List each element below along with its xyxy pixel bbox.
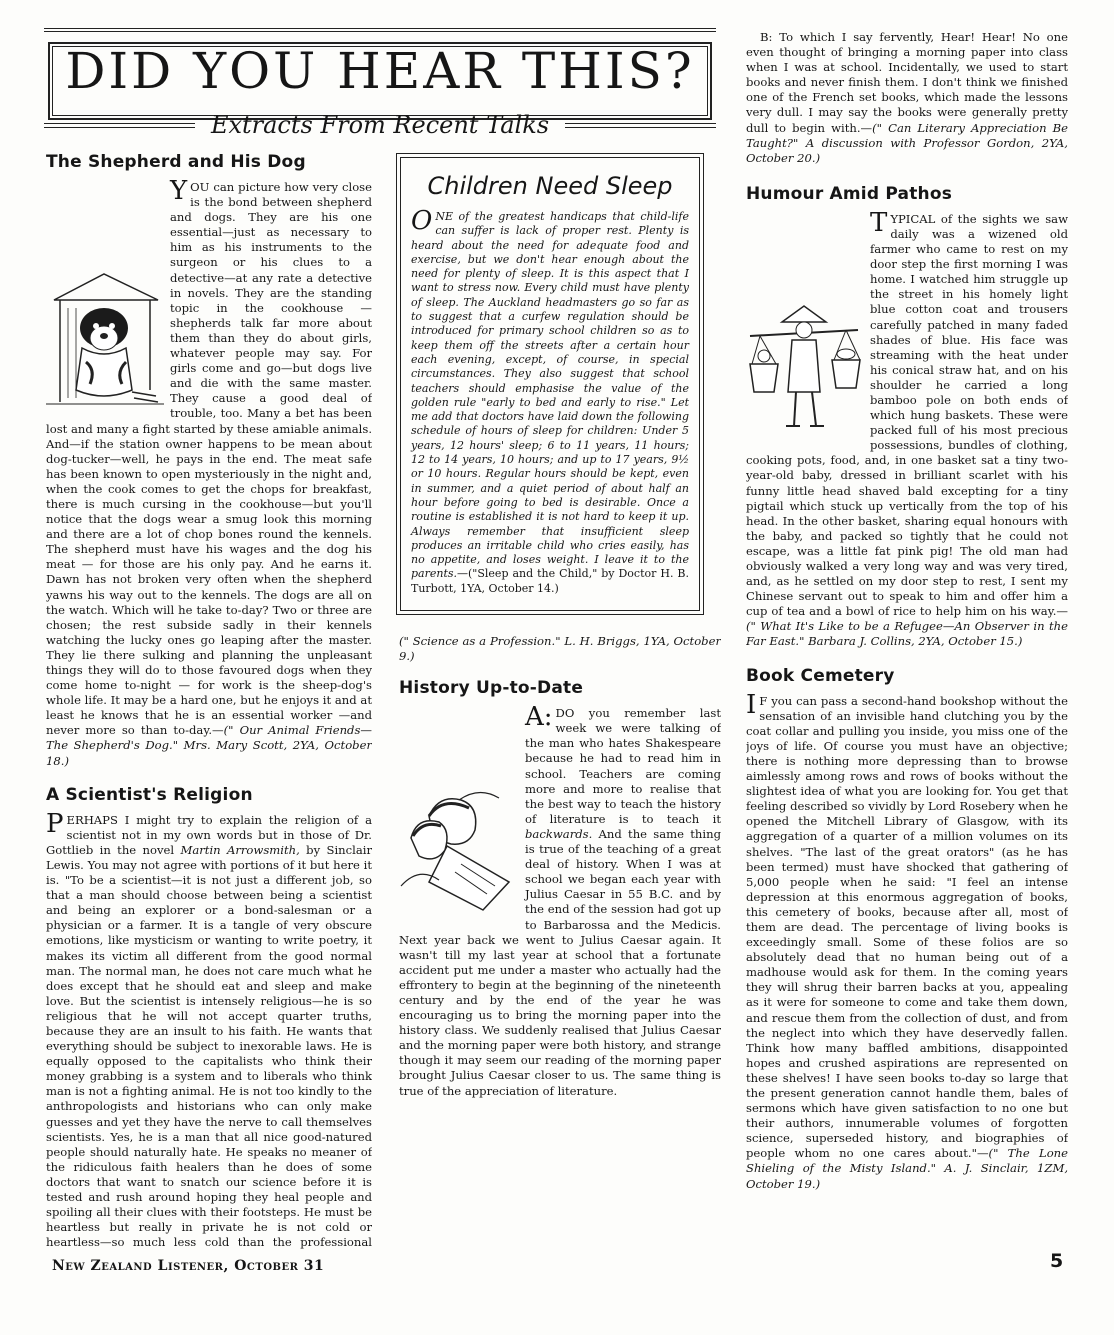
subtitle-row	[44, 110, 716, 140]
dog-illustration	[46, 270, 164, 414]
scientist-heading: A Scientist's Religion	[46, 784, 253, 805]
subtitle-left-rule	[44, 123, 195, 128]
article-cemetery	[746, 666, 1068, 1192]
humour-text: TYPICAL of the sights we saw daily was a wizened old farmer who came to rest on my door step the first morning I was home. I watched him struggle up the street in his homely light blue cotton coat and trousers carefully patched in many faded shades of blue. His face was streaming with the heat under his conical straw hat, and on his shoulder he carried a long bamboo pole on both ends of which hung baskets. These were packed full of his most precious possessions, bundles of clothing, cooking pots, food, and, in one basket sat a tiny two-year-old baby, dressed in brilliant scarlet with his funny little head shaved bald excepting for a tiny pigtail which stuck up vertically from the top of his head. In the other basket, sharing equal honours with the baby, and packed so tightly that he could not escape, was a little fat pink pig! The old man had obviously walked a very long way and was very tired, and, as he settled on my door step to rest, I sent my Chinese servant out to speak to him and offer him a cup of tea and a bowl of rice to help him on his way.—	[746, 207, 1068, 619]
humour-illustration	[746, 300, 862, 444]
history-text: A:DO you remember last week we were talking of the man who hates Shakespeare because he had to read him in school. Teachers are coming more and more to realise that the best way to teach the history of literature is to teach it	[525, 702, 721, 826]
cemetery-body	[746, 689, 1068, 1192]
sleep-body	[411, 206, 689, 596]
sleep-box-inner	[400, 157, 700, 611]
sleep-heading: Children Need Sleep	[427, 172, 673, 200]
column-1	[46, 152, 372, 1250]
scientist-book-title: Martin Arrowsmith,	[180, 842, 300, 857]
shepherd-body	[46, 176, 372, 769]
shepherd-citation: (" Our Animal Friends—The Shepherd's Dog." Mrs. Mary Scott, 2YA, October 18.)	[46, 723, 372, 768]
column-2	[399, 634, 721, 1250]
scientist-text: PERHAPS I might try to explain the religion of a scientist not in my own words but in those of Dr. Gottlieb in the novel	[46, 808, 372, 857]
history-emphasis: backwards.	[525, 826, 593, 841]
humour-citation: (" What It's Like to be a Refugee—An Observer in the Far East." Barbara J. Collins, 2YA, October 15.)	[746, 619, 1068, 649]
masthead	[44, 28, 716, 142]
article-humour	[746, 184, 1068, 650]
page-title: DID YOU HEAR THIS?	[65, 42, 695, 100]
shepherd-heading: The Shepherd and His Dog	[46, 152, 306, 172]
page-number: 5	[1050, 1250, 1064, 1272]
page-subtitle: Extracts From Recent Talks	[210, 111, 550, 139]
history-citation: (" Can Literary Appreciation Be Taught?" A discussion with Professor Gordon, 2YA, October 20.)	[746, 120, 1068, 165]
publication-footer: New Zealand Listener, October 31	[52, 1258, 325, 1274]
scientist-citation: (" Science as a Profession." L. H. Briggs, 1YA, October 9.)	[399, 634, 721, 664]
article-history	[399, 678, 721, 1098]
history-part-b	[746, 30, 1068, 166]
kennel-dog-icon	[46, 270, 164, 410]
humour-heading: Humour Amid Pathos	[746, 183, 953, 204]
sleep-text: ONE of the greatest handicaps that child-life can suffer is lack of proper rest. Plenty is heard about the need for adequate food and exercise, but we don't hear enough about the need for plenty of sleep. It is this aspect that I want to stress now. Every child must have plenty of sleep. The Auckland headmasters go so far as to suggest that a curfew regulation should be introduced for primary school children so as to keep them off the streets after a certain hour each evening, except, of course, in special circumstances. They also suggest that school teachers should emphasise the value of the golden rule "early to bed and early to rise." Let me add that doctors have laid down the following schedule of hours of sleep for children: Under 5 years, 12 hours' sleep; 6 to 11 years, 11 hours; 12 to 14 years, 10 hours; and up to 17 years, 9½ or 10 hours. Regular hours should be kept, even in summer, and a quiet period of about half an hour before going to bed is desirable. Once a routine is established it is not hard to keep it up. Always remember that insufficient sleep produces an irritable child who cries easily, has no appetite, and loses weight. I leave it to the parents.—	[411, 206, 689, 581]
scientist-body	[46, 808, 372, 1250]
article-sleep-box	[396, 153, 704, 615]
masthead-top-rule	[44, 28, 716, 32]
column-3	[746, 30, 1068, 1220]
sleep-citation: ("Sleep and the Child," by Doctor H. B. Turbott, 1YA, October 14.)	[411, 567, 689, 595]
farmer-carrying-baskets-icon	[746, 300, 862, 440]
article-scientist	[46, 785, 372, 1250]
students-reading-icon	[399, 786, 517, 914]
history-text-continued: And the same thing is true of the teaching of a great deal of history. When I was at school we began each year with Julius Caesar in 55 B.C. and by the end of the session had got up to Barbarossa and the Medicis. Next year back we went to Julius Caesar again. It wasn't till my last year at school that a fortunate accident put me under a master who actually had the effrontery to begin at the beginning of the nineteenth century and by the end of the year he was encouraging us to bring the morning paper into the history class. We suddenly realised that Julius Caesar and the morning paper were both history, and strange though it may seem our reading of the morning paper brought Julius Caesar closer to us. The same thing is true of the appreciation of literature.	[399, 826, 721, 1098]
cemetery-heading: Book Cemetery	[746, 665, 895, 686]
shepherd-text: YOU can picture how very close is the bond between shepherd and dogs. They are his one essential—just as necessary to him as his instruments to the surgeon or his clues to a detective—at any rate a detective in novels. They are the standing topic in the cookhouse — shepherds talk far more about them than they do about girls, whatever people may say. For girls come and go—but dogs live and die with the same master. They cause a good deal of trouble, too. Many a bet has been lost and many a fight started by these amiable animals. And—if the station owner happens to be mean about dog-tucker—well, he pays in the end. The meat safe has been known to open mysteriously in the night and, when the cook comes to get the chops for breakfast, there is much cursing in the cookhouse—but you'll notice that the dogs wear a smug look this morning and there are a lot of chop bones round the kennels. The shepherd must have his wages and the dog his meat — for those are his only pay. And he earns it. Dawn has not broken very often when the shepherd yawns his way out to the kennels. The dogs are all on the watch. Which will he take to-day? Two or three are chosen; the rest subside sadly in their kennels watching the lucky ones go leaping after the master. They lie there sulking and planning the unpleasant things they will do to those favoured dogs when they come home to-night — for work is the sheep-dog's whole life. It may be a hard one, but he enjoys it and at least he knows that he is an essential worker —and never more so than to-day.—	[46, 176, 372, 738]
history-speaker-b-text: B: To which I say fervently, Hear! Hear! No one even thought of bringing a morning paper into class when I was at school. Incidentally, we used to start books and never finish them. I don't think we finished one of the French set books, which made the lessons very dull. I may say the books were generally pretty dull to begin with.—	[746, 30, 1068, 135]
history-heading: History Up-to-Date	[399, 678, 584, 699]
cemetery-text: IF you can pass a second-hand bookshop without the sensation of an invisible hand clutching you by the coat collar and pulling you inside, you miss one of the joys of life. Of course you must have an objective; there is nothing more depressing than to browse aimlessly among rows and rows of books without the slightest idea of what you are looking for. You get that feeling described so vividly by Lord Rosebery when he opened the Mitchell Library of Glasgow, with its aggregation of a quarter of a million volumes on its shelves. "The last of the great orators" (as he has been termed) must have shocked that gathering of 5,000 people when he said: "I feel an intense depression at this enormous aggregation of books, this cemetery of books, because after all, most of them are dead. The percentage of living books is exceedingly small. Some of these folios are so absolutely dead that no human being out of a madhouse would ask for them. In the coming years they will shrug their barren backs at you, appealing as it were for someone to come and take them down, and rescue them from the collection of dust, and from the neglect into which they have deservedly fallen. Think how many baffled ambitions, disappointed hopes and crushed aspirations are represented on these shelves! I have seen books to-day so large that the present generation cannot handle them, bales of sermons which have given satisfaction to no one but their authors, innumerable volumes of forgotten science, superseded history, and biographies of people whom no one cares about."—	[746, 689, 1068, 1161]
history-illustration	[399, 786, 517, 918]
scientist-citation-block	[399, 634, 721, 664]
cemetery-citation: (" The Lone Shieling of the Misty Island." A. J. Sinclair, 1ZM, October 19.)	[746, 1146, 1068, 1191]
scientist-text-continued: by Sinclair Lewis. You may not agree with portions of it but here it is. "To be a scientist—it is not just a different job, so that a man should choose between being a scientist and being an explorer or a bond-salesman or a physician or a farmer. It is a tangle of very obscure emotions, like mysticism or wanting to write poetry, it makes its victim all different from the good normal man. The normal man, he does not care much what he does except that he should eat and sleep and make love. But the scientist is intensely religious—he is so religious that he will not accept quarter truths, because they are an insult to his faith. He wants that everything should be subject to inexorable laws. He is equally opposed to the capitalists who think their money grabbing is a system and to liberals who think man is not a fighting animal. He is not too kindly to the anthropologists and historians who can only make guesses and yet they have the nerve to call themselves scientists. Yes, he is a man that all nice good-natured people should naturally hate. He speaks no meaner of the ridiculous faith healers than he does of some doctors that want to snatch our science before it is tested and rush around hoping they heal people and spoiling all their clues with their footsteps. He must be heartless but really in private he is not cold or heartless—so much less cold than the professional	[46, 842, 372, 1250]
subtitle-right-rule	[565, 123, 716, 128]
article-shepherd	[46, 152, 372, 769]
